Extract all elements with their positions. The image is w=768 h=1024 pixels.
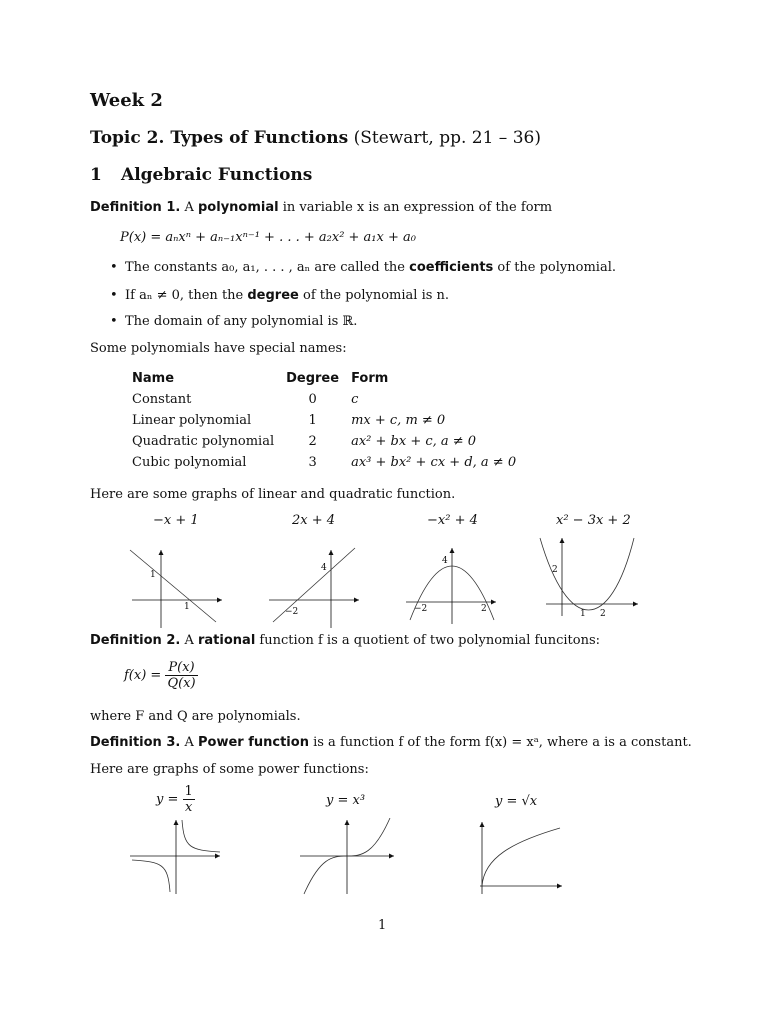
bullet-item <box>110 288 449 303</box>
x-axis-arrow <box>389 854 394 859</box>
graph-cubic <box>298 818 398 898</box>
definition-1-head: Definition 1. <box>90 200 181 215</box>
fraction-denominator: Q(x) <box>167 676 196 691</box>
tick-label: −2 <box>414 604 428 614</box>
graph-label: −x + 1 <box>153 513 199 528</box>
graphs-intro: Here are some graphs of linear and quadratic function. <box>90 487 456 502</box>
bullet-icon: • <box>110 288 118 303</box>
graph-curve <box>130 550 216 622</box>
tick-label: 2 <box>552 565 558 575</box>
tick-label: 4 <box>442 556 448 566</box>
graph-label: −x² + 4 <box>427 513 478 528</box>
rational-formula <box>124 660 198 691</box>
graph-label <box>156 784 195 815</box>
definition-2-keyword: rational <box>198 633 256 648</box>
definition-2-post: function f is a quotient of two polynomial funcitons: <box>259 633 601 648</box>
bullet-item <box>110 260 616 275</box>
section-number: 1 <box>90 165 102 185</box>
table-cell: Linear polynomial <box>132 412 252 428</box>
x-axis-arrow <box>633 602 638 607</box>
topic-title: Topic 2. Types of Functions <box>90 128 349 148</box>
graph-quadratic-pos <box>538 534 642 626</box>
y-axis-arrow <box>450 548 455 553</box>
definition-1-post: in variable x is an expression of the form <box>282 200 553 215</box>
table-row <box>126 390 522 411</box>
power-intro: Here are graphs of some power functions: <box>90 762 369 777</box>
graph-curve <box>182 820 220 852</box>
tick-label: 1 <box>580 609 586 619</box>
x-axis-arrow <box>354 598 359 603</box>
bullet-keyword: degree <box>247 288 299 303</box>
topic-heading <box>90 128 541 148</box>
bullet-icon: • <box>110 314 118 329</box>
graph-label: 2x + 4 <box>292 513 336 528</box>
tick-label: 1 <box>184 602 190 612</box>
table-header: Form <box>351 370 389 386</box>
graph-label: y = √x <box>495 794 538 809</box>
x-axis-arrow <box>215 854 220 859</box>
definition-1 <box>90 200 552 215</box>
bullet-pre: If aₙ ≠ 0, then the <box>125 288 244 303</box>
definition-2-pre: A <box>184 633 194 648</box>
fraction-denominator: x <box>184 800 193 815</box>
y-axis-arrow <box>560 538 565 543</box>
section-title: Algebraic Functions <box>121 165 313 185</box>
graph-linear-pos <box>263 540 363 630</box>
topic-reference: (Stewart, pp. 21 – 36) <box>353 128 541 148</box>
definition-1-pre: A <box>184 200 194 215</box>
fraction-numerator: 1 <box>184 784 193 799</box>
graph-label: y = x³ <box>326 793 366 808</box>
tick-label: 4 <box>321 563 327 573</box>
table-cell: mx + c, m ≠ 0 <box>351 412 446 428</box>
definition-3-pre: A <box>184 735 194 750</box>
graph-label: x² − 3x + 2 <box>556 513 631 528</box>
graph-linear-neg <box>126 540 226 630</box>
week-heading: Week 2 <box>90 90 163 111</box>
bullet-pre: The constants a₀, a₁, . . . , aₙ are called the <box>125 260 405 275</box>
graph-quadratic-neg <box>400 540 500 630</box>
bullet-icon: • <box>110 260 118 275</box>
bullet-post: of the polynomial. <box>497 260 616 275</box>
x-axis-arrow <box>491 600 496 605</box>
definition-2-head: Definition 2. <box>90 633 181 648</box>
table-cell: 3 <box>308 454 317 470</box>
table-header: Name <box>132 370 175 386</box>
definition-1-keyword: polynomial <box>198 200 279 215</box>
rational-fraction <box>165 660 197 691</box>
polynomial-table <box>126 369 522 474</box>
rational-where: where F and Q are polynomials. <box>90 709 301 724</box>
table-cell: Quadratic polynomial <box>132 433 275 449</box>
bullet-post: of the polynomial is n. <box>303 288 450 303</box>
reciprocal-fraction <box>183 784 195 815</box>
graph-curve <box>482 828 560 886</box>
y-axis-arrow <box>329 550 334 555</box>
table-header-row <box>126 369 522 390</box>
table-cell: ax³ + bx² + cx + d, a ≠ 0 <box>351 454 517 470</box>
polynomial-formula: P(x) = aₙxⁿ + aₙ₋₁xⁿ⁻¹ + . . . + a₂x² + a₁x + a₀ <box>120 230 416 245</box>
table-cell: ax² + bx + c, a ≠ 0 <box>351 433 477 449</box>
tick-label: −2 <box>285 607 299 617</box>
definition-2 <box>90 633 600 648</box>
y-axis-arrow <box>174 820 179 825</box>
bullet-keyword: coefficients <box>409 260 494 275</box>
table-row <box>126 432 522 453</box>
page-number: 1 <box>378 918 387 933</box>
tick-label: 1 <box>150 570 156 580</box>
definition-3 <box>90 735 692 750</box>
section-heading <box>90 165 312 185</box>
table-cell: Cubic polynomial <box>132 454 247 470</box>
definition-3-head: Definition 3. <box>90 735 181 750</box>
table-header: Degree <box>286 370 340 386</box>
tick-label: 2 <box>481 604 487 614</box>
reciprocal-lhs: y = <box>156 792 179 807</box>
table-cell: 2 <box>308 433 317 449</box>
table-cell: 0 <box>308 391 317 407</box>
definition-3-post: is a function f of the form f(x) = xᵃ, where a is a constant. <box>313 735 692 750</box>
definition-3-keyword: Power function <box>198 735 309 750</box>
tick-label: 2 <box>600 609 606 619</box>
fraction-numerator: P(x) <box>165 660 197 676</box>
graph-sqrt <box>472 818 568 898</box>
bullet-item <box>110 314 357 329</box>
x-axis-arrow <box>557 884 562 889</box>
y-axis-arrow <box>345 820 350 825</box>
special-names-intro: Some polynomials have special names: <box>90 341 347 356</box>
y-axis-arrow <box>159 550 164 555</box>
bullet-pre: The domain of any polynomial is ℝ. <box>125 314 358 329</box>
table-row <box>126 453 522 474</box>
graph-curve <box>132 860 170 892</box>
table-row <box>126 411 522 432</box>
graph-reciprocal <box>128 818 224 898</box>
rational-lhs: f(x) = <box>124 668 162 683</box>
y-axis-arrow <box>480 822 485 827</box>
table-cell: c <box>351 391 359 407</box>
x-axis-arrow <box>217 598 222 603</box>
table-cell: Constant <box>132 391 192 407</box>
table-cell: 1 <box>308 412 317 428</box>
